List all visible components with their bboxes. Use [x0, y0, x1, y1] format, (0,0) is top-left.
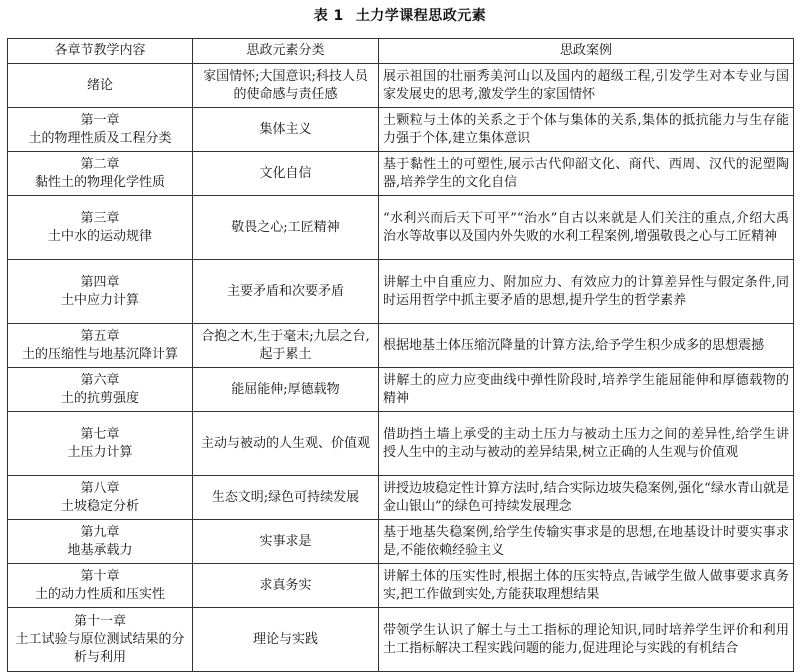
chapter-number: 第一章 [80, 112, 120, 128]
chapter-cell [8, 476, 193, 520]
element-cell: 理论与实践 [193, 608, 379, 672]
case-cell: 借助挡土墙上承受的主动土压力与被动土压力之间的差异性,给学生讲授人生中的主动与被动的差异结果,树立正确的人生观与价值观 [379, 412, 794, 476]
chapter-title: 地基承载力 [67, 542, 133, 558]
case-cell: 讲授边坡稳定性计算方法时,结合实际边坡失稳案例,强化“绿水青山就是金山银山”的绿色可持续发展理念 [379, 476, 794, 520]
table-row [8, 368, 794, 412]
table-row [8, 260, 794, 324]
table-row [8, 196, 794, 260]
table-number: 表 1 [313, 8, 344, 24]
chapter-title: 绪论 [86, 77, 113, 93]
case-cell: “水利兴而后天下可平”“治水”自古以来就是人们关注的重点,介绍大禹治水等故事以及国内外失败的水利工程案例,增强敬畏之心与工匠精神 [379, 196, 794, 260]
table-caption [0, 6, 800, 26]
chapter-number: 第十一章 [73, 613, 126, 629]
chapter-cell [8, 412, 193, 476]
table-row [8, 412, 794, 476]
chapter-number: 第九章 [80, 524, 120, 540]
case-cell: 展示祖国的壮丽秀美河山以及国内的超级工程,引发学生对本专业与国家发展史的思考,激发学生的家国情怀 [379, 64, 794, 108]
case-cell: 带领学生认识了解土与土工指标的理论知识,同时培养学生评价和利用土工指标解决工程实践问题的能力,促进理论与实践的有机结合 [379, 608, 794, 672]
chapter-title: 黏性土的物理化学性质 [34, 174, 165, 190]
chapter-number: 第七章 [80, 426, 120, 442]
chapter-cell [8, 152, 193, 196]
table-row [8, 324, 794, 368]
element-cell: 文化自信 [193, 152, 379, 196]
chapter-title: 土中应力计算 [60, 292, 139, 308]
chapter-title: 土压力计算 [67, 444, 133, 460]
chapter-cell [8, 324, 193, 368]
element-cell: 家国情怀;大国意识;科技人员的使命感与责任感 [193, 64, 379, 108]
chapter-number: 第八章 [80, 480, 120, 496]
case-cell: 基于地基失稳案例,给学生传输实事求是的思想,在地基设计时要实事求是,不能依赖经验主义 [379, 520, 794, 564]
chapter-title: 土的物理性质及工程分类 [28, 130, 172, 146]
table-row [8, 520, 794, 564]
chapter-title: 土中水的运动规律 [47, 228, 152, 244]
chapter-cell [8, 608, 193, 672]
table-title: 土力学课程思政元素 [355, 8, 487, 24]
case-cell: 土颗粒与土体的关系之于个体与集体的关系,集体的抵抗能力与生存能力强于个体,建立集体意识 [379, 108, 794, 152]
chapter-number: 第四章 [80, 274, 120, 290]
chapter-cell [8, 520, 193, 564]
header-chapter-content: 各章节教学内容 [8, 39, 193, 64]
element-cell: 主动与被动的人生观、价值观 [193, 412, 379, 476]
header-element-category: 思政元素分类 [193, 39, 379, 64]
chapter-cell [8, 108, 193, 152]
element-cell: 主要矛盾和次要矛盾 [193, 260, 379, 324]
element-cell: 能屈能伸;厚德载物 [193, 368, 379, 412]
element-cell: 实事求是 [193, 520, 379, 564]
chapter-cell [8, 368, 193, 412]
element-cell: 合抱之木,生于毫末;九层之台,起于累土 [193, 324, 379, 368]
table-row [8, 476, 794, 520]
element-cell: 集体主义 [193, 108, 379, 152]
case-cell: 根据地基土体压缩沉降量的计算方法,给予学生积少成多的思想震撼 [379, 324, 794, 368]
element-cell: 敬畏之心;工匠精神 [193, 196, 379, 260]
chapter-cell [8, 564, 193, 608]
chapter-number: 第三章 [80, 210, 120, 226]
case-cell: 讲解土体的压实性时,根据土体的压实特点,告诫学生做人做事要求真务实,把工作做到实处,方能获取理想结果 [379, 564, 794, 608]
table-row [8, 608, 794, 672]
table-row [8, 152, 794, 196]
element-cell: 求真务实 [193, 564, 379, 608]
chapter-title: 土的抗剪强度 [60, 390, 139, 406]
chapter-cell [8, 64, 193, 108]
header-case: 思政案例 [379, 39, 794, 64]
table-row [8, 564, 794, 608]
table-header-row [8, 39, 794, 64]
element-cell: 生态文明;绿色可持续发展 [193, 476, 379, 520]
ideological-elements-table [7, 38, 794, 672]
case-cell: 基于黏性土的可塑性,展示古代仰韶文化、商代、西周、汉代的泥塑陶器,培养学生的文化自信 [379, 152, 794, 196]
chapter-number: 第五章 [80, 328, 120, 344]
chapter-cell [8, 196, 193, 260]
table-row [8, 64, 794, 108]
chapter-title: 土的压缩性与地基沉降计算 [21, 346, 178, 362]
chapter-title: 土工试验与原位测试结果的分析与利用 [15, 631, 185, 665]
table-row [8, 108, 794, 152]
chapter-cell [8, 260, 193, 324]
chapter-number: 第十章 [80, 568, 120, 584]
chapter-number: 第六章 [80, 372, 120, 388]
chapter-title: 土坡稳定分析 [60, 498, 139, 514]
chapter-number: 第二章 [80, 156, 120, 172]
chapter-title: 土的动力性质和压实性 [34, 586, 165, 602]
case-cell: 讲解土的应力应变曲线中弹性阶段时,培养学生能屈能伸和厚德载物的精神 [379, 368, 794, 412]
case-cell: 讲解土中自重应力、附加应力、有效应力的计算差异性与假定条件,同时运用哲学中抓主要矛盾的思想,提升学生的哲学素养 [379, 260, 794, 324]
